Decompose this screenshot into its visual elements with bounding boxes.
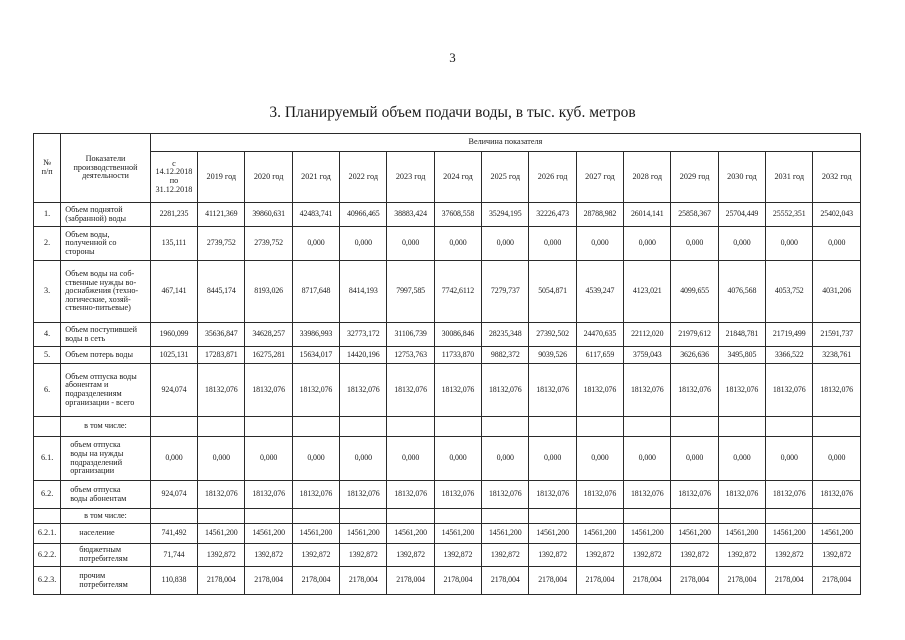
row-value: 35294,195: [482, 203, 529, 227]
row-value: 0,000: [576, 227, 623, 261]
row-value: 0,000: [813, 227, 861, 261]
row-value: 21719,499: [766, 323, 813, 347]
row-value: 32226,473: [529, 203, 576, 227]
row-value: 18132,076: [718, 481, 765, 509]
row-value: 14561,200: [529, 524, 576, 544]
row-value: 2178,004: [624, 567, 671, 595]
row-indicator: Объем отпуска воды абонентам и подразделениям организации - всего: [61, 364, 151, 417]
row-value: [529, 509, 576, 524]
row-value: 0,000: [340, 437, 387, 481]
row-value: 0,000: [482, 227, 529, 261]
row-value: 18132,076: [529, 364, 576, 417]
row-value: [340, 417, 387, 437]
row-value: 18132,076: [387, 481, 434, 509]
row-value: [766, 417, 813, 437]
row-value: 34628,257: [245, 323, 292, 347]
row-value: 7279,737: [482, 261, 529, 323]
row-value: 14561,200: [671, 524, 718, 544]
row-value: 0,000: [245, 437, 292, 481]
table-row: [34, 481, 861, 509]
header-period: 2025 год: [482, 152, 529, 203]
row-value: 1392,872: [482, 544, 529, 567]
row-number: 6.2.3.: [34, 567, 61, 595]
row-value: 18132,076: [198, 481, 245, 509]
row-value: [434, 417, 481, 437]
row-value: 18132,076: [340, 364, 387, 417]
row-value: 2178,004: [671, 567, 718, 595]
row-value: [340, 509, 387, 524]
row-value: 2178,004: [387, 567, 434, 595]
row-value: 1392,872: [718, 544, 765, 567]
row-value: 1392,872: [198, 544, 245, 567]
row-value: 14561,200: [624, 524, 671, 544]
row-value: 16275,281: [245, 347, 292, 364]
row-value: [624, 509, 671, 524]
row-value: 0,000: [766, 227, 813, 261]
table-row: [34, 544, 861, 567]
table-row: [34, 347, 861, 364]
row-value: [150, 417, 197, 437]
row-value: [766, 509, 813, 524]
header-period: 2022 год: [340, 152, 387, 203]
row-value: [387, 509, 434, 524]
row-value: 0,000: [576, 437, 623, 481]
row-value: 71,744: [150, 544, 197, 567]
row-indicator: Объем поступившей воды в сеть: [61, 323, 151, 347]
table-row: [34, 524, 861, 544]
row-value: 7742,6112: [434, 261, 481, 323]
row-number: 5.: [34, 347, 61, 364]
row-value: 14561,200: [576, 524, 623, 544]
table-row: [34, 323, 861, 347]
row-value: 1025,131: [150, 347, 197, 364]
row-value: 1392,872: [576, 544, 623, 567]
row-value: 18132,076: [576, 481, 623, 509]
row-value: 924,074: [150, 364, 197, 417]
row-value: 1392,872: [671, 544, 718, 567]
header-period: 2024 год: [434, 152, 481, 203]
row-indicator: Объем воды на соб- ственные нужды во- доснабжения (техно- логические, хозяй- ственно-питьевые): [61, 261, 151, 323]
row-value: 14561,200: [482, 524, 529, 544]
row-value: 14561,200: [292, 524, 339, 544]
row-indicator: Объем поднятой (забранной) воды: [61, 203, 151, 227]
row-value: [813, 417, 861, 437]
row-value: 18132,076: [245, 481, 292, 509]
row-indicator: бюджетным потребителям: [61, 544, 151, 567]
row-value: 18132,076: [671, 364, 718, 417]
table-row: [34, 364, 861, 417]
row-value: [198, 417, 245, 437]
row-value: 2178,004: [482, 567, 529, 595]
row-indicator: Объем воды, полученной со стороны: [61, 227, 151, 261]
row-value: 3495,805: [718, 347, 765, 364]
row-value: [576, 417, 623, 437]
row-number: 1.: [34, 203, 61, 227]
row-value: 18132,076: [245, 364, 292, 417]
row-value: 18132,076: [718, 364, 765, 417]
row-indicator: прочим потребителям: [61, 567, 151, 595]
row-value: 0,000: [529, 437, 576, 481]
row-value: 14561,200: [387, 524, 434, 544]
row-value: 14561,200: [434, 524, 481, 544]
row-value: [198, 509, 245, 524]
row-value: 3366,522: [766, 347, 813, 364]
row-value: 0,000: [292, 437, 339, 481]
row-value: [529, 417, 576, 437]
table-row: [34, 417, 861, 437]
row-value: 3626,636: [671, 347, 718, 364]
row-value: 0,000: [813, 437, 861, 481]
row-value: [434, 509, 481, 524]
row-value: 0,000: [150, 437, 197, 481]
row-value: 2739,752: [245, 227, 292, 261]
row-value: 18132,076: [671, 481, 718, 509]
row-value: [150, 509, 197, 524]
row-value: [482, 417, 529, 437]
header-period: 2032 год: [813, 152, 861, 203]
row-value: 18132,076: [766, 364, 813, 417]
row-value: 18132,076: [292, 481, 339, 509]
row-value: 5054,871: [529, 261, 576, 323]
row-value: 35636,847: [198, 323, 245, 347]
row-number: 6.2.2.: [34, 544, 61, 567]
header-period: 2028 год: [624, 152, 671, 203]
row-value: 8445,174: [198, 261, 245, 323]
row-value: 1392,872: [434, 544, 481, 567]
row-value: 24470,635: [576, 323, 623, 347]
row-value: 18132,076: [434, 481, 481, 509]
row-value: 18132,076: [198, 364, 245, 417]
row-value: 741,492: [150, 524, 197, 544]
row-value: 18132,076: [624, 481, 671, 509]
row-value: 8193,026: [245, 261, 292, 323]
row-value: 0,000: [198, 437, 245, 481]
row-value: 25402,043: [813, 203, 861, 227]
row-value: 1392,872: [387, 544, 434, 567]
row-value: [813, 509, 861, 524]
row-value: 1392,872: [766, 544, 813, 567]
row-value: 25552,351: [766, 203, 813, 227]
header-group: Величина показателя: [150, 134, 860, 152]
row-number: 3.: [34, 261, 61, 323]
row-value: 2178,004: [718, 567, 765, 595]
table-row: [34, 261, 861, 323]
row-value: 0,000: [671, 227, 718, 261]
row-value: 32773,172: [340, 323, 387, 347]
row-value: [482, 509, 529, 524]
row-value: 2281,235: [150, 203, 197, 227]
row-value: [387, 417, 434, 437]
row-value: 4031,206: [813, 261, 861, 323]
row-value: 28788,982: [576, 203, 623, 227]
row-value: 0,000: [529, 227, 576, 261]
table-row: [34, 437, 861, 481]
row-value: 0,000: [624, 437, 671, 481]
row-value: 28235,348: [482, 323, 529, 347]
row-value: 18132,076: [624, 364, 671, 417]
row-value: 4053,752: [766, 261, 813, 323]
row-value: [718, 509, 765, 524]
header-period: 2023 год: [387, 152, 434, 203]
row-value: 14561,200: [813, 524, 861, 544]
row-value: 18132,076: [766, 481, 813, 509]
row-value: 18132,076: [340, 481, 387, 509]
row-value: 17283,871: [198, 347, 245, 364]
row-value: 4076,568: [718, 261, 765, 323]
row-value: 0,000: [766, 437, 813, 481]
header-period: 2027 год: [576, 152, 623, 203]
row-value: 6117,659: [576, 347, 623, 364]
header-period: 2026 год: [529, 152, 576, 203]
row-value: 0,000: [671, 437, 718, 481]
row-number: [34, 509, 61, 524]
row-value: 21591,737: [813, 323, 861, 347]
row-value: 0,000: [718, 227, 765, 261]
row-number: 6.1.: [34, 437, 61, 481]
row-value: 9882,372: [482, 347, 529, 364]
row-value: 1392,872: [245, 544, 292, 567]
table-row: [34, 203, 861, 227]
row-value: 1392,872: [624, 544, 671, 567]
row-value: 1392,872: [813, 544, 861, 567]
row-value: 26014,141: [624, 203, 671, 227]
row-value: 18132,076: [529, 481, 576, 509]
row-value: 8414,193: [340, 261, 387, 323]
row-value: 31106,739: [387, 323, 434, 347]
row-value: 1392,872: [292, 544, 339, 567]
row-value: 0,000: [340, 227, 387, 261]
row-value: 2178,004: [340, 567, 387, 595]
row-value: 18132,076: [292, 364, 339, 417]
row-value: 30086,846: [434, 323, 481, 347]
document-title: 3. Планируемый объем подачи воды, в тыс. куб. метров: [269, 104, 636, 121]
row-value: 3238,761: [813, 347, 861, 364]
row-value: 14561,200: [718, 524, 765, 544]
row-value: 924,074: [150, 481, 197, 509]
row-value: [576, 509, 623, 524]
row-value: 18132,076: [482, 364, 529, 417]
row-value: 40966,465: [340, 203, 387, 227]
row-value: [245, 509, 292, 524]
row-value: 14420,196: [340, 347, 387, 364]
row-value: 18132,076: [387, 364, 434, 417]
row-value: 41121,369: [198, 203, 245, 227]
row-value: 2178,004: [198, 567, 245, 595]
table-body: [34, 203, 861, 595]
row-value: 8717,648: [292, 261, 339, 323]
row-number: 6.: [34, 364, 61, 417]
table-row: [34, 227, 861, 261]
row-value: 2739,752: [198, 227, 245, 261]
row-value: 33986,993: [292, 323, 339, 347]
row-value: 18132,076: [813, 481, 861, 509]
row-value: 9039,526: [529, 347, 576, 364]
row-value: 0,000: [434, 437, 481, 481]
row-value: 38883,424: [387, 203, 434, 227]
row-value: 14561,200: [198, 524, 245, 544]
row-number: 2.: [34, 227, 61, 261]
row-value: 2178,004: [292, 567, 339, 595]
header-row-periods: [34, 152, 861, 203]
header-period: 2021 год: [292, 152, 339, 203]
header-num: № п/п: [34, 134, 61, 203]
row-value: 14561,200: [340, 524, 387, 544]
row-value: 21848,781: [718, 323, 765, 347]
header-indicator: Показатели производственной деятельности: [61, 134, 151, 203]
row-number: 4.: [34, 323, 61, 347]
row-value: 22112,020: [624, 323, 671, 347]
row-value: [292, 509, 339, 524]
header-period: с 14.12.2018 по 31.12.2018: [150, 152, 197, 203]
row-value: [671, 417, 718, 437]
row-value: 18132,076: [576, 364, 623, 417]
row-value: 11733,870: [434, 347, 481, 364]
row-value: 15634,017: [292, 347, 339, 364]
row-value: 42483,741: [292, 203, 339, 227]
row-indicator: население: [61, 524, 151, 544]
row-value: 4099,655: [671, 261, 718, 323]
row-value: 18132,076: [813, 364, 861, 417]
row-value: 0,000: [292, 227, 339, 261]
row-value: 2178,004: [434, 567, 481, 595]
row-value: 4539,247: [576, 261, 623, 323]
row-value: [245, 417, 292, 437]
row-number: 6.2.: [34, 481, 61, 509]
row-value: 0,000: [482, 437, 529, 481]
row-value: 14561,200: [245, 524, 292, 544]
row-value: 2178,004: [813, 567, 861, 595]
row-value: 1392,872: [340, 544, 387, 567]
row-value: 2178,004: [245, 567, 292, 595]
row-value: 0,000: [624, 227, 671, 261]
row-number: 6.2.1.: [34, 524, 61, 544]
header-period: 2020 год: [245, 152, 292, 203]
row-value: 18132,076: [482, 481, 529, 509]
row-value: [624, 417, 671, 437]
row-value: 2178,004: [766, 567, 813, 595]
row-value: [718, 417, 765, 437]
row-value: 12753,763: [387, 347, 434, 364]
water-volume-table: [33, 133, 861, 595]
row-value: 4123,021: [624, 261, 671, 323]
header-row-top: [34, 134, 861, 152]
header-period: 2030 год: [718, 152, 765, 203]
row-value: 18132,076: [434, 364, 481, 417]
row-value: 25704,449: [718, 203, 765, 227]
row-value: 467,141: [150, 261, 197, 323]
row-value: 1392,872: [529, 544, 576, 567]
row-indicator: в том числе:: [61, 417, 151, 437]
row-value: 14561,200: [766, 524, 813, 544]
row-indicator: в том числе:: [61, 509, 151, 524]
row-indicator: Объем потерь воды: [61, 347, 151, 364]
row-indicator: объем отпуска воды абонентам: [61, 481, 151, 509]
header-period: 2029 год: [671, 152, 718, 203]
row-value: 2178,004: [576, 567, 623, 595]
row-value: [292, 417, 339, 437]
row-value: 2178,004: [529, 567, 576, 595]
row-indicator: объем отпуска воды на нужды подразделений организации: [61, 437, 151, 481]
header-period: 2019 год: [198, 152, 245, 203]
row-value: 0,000: [434, 227, 481, 261]
header-period: 2031 год: [766, 152, 813, 203]
table-row: [34, 509, 861, 524]
row-value: 39860,631: [245, 203, 292, 227]
row-value: 110,838: [150, 567, 197, 595]
page-number: 3: [449, 50, 456, 65]
row-value: 0,000: [387, 437, 434, 481]
row-value: 27392,502: [529, 323, 576, 347]
row-value: [671, 509, 718, 524]
row-value: 7997,585: [387, 261, 434, 323]
row-value: 1960,099: [150, 323, 197, 347]
row-value: 25858,367: [671, 203, 718, 227]
row-value: 37608,558: [434, 203, 481, 227]
table-row: [34, 567, 861, 595]
row-value: 21979,612: [671, 323, 718, 347]
row-value: 3759,043: [624, 347, 671, 364]
row-value: 135,111: [150, 227, 197, 261]
row-value: 0,000: [718, 437, 765, 481]
row-number: [34, 417, 61, 437]
row-value: 0,000: [387, 227, 434, 261]
